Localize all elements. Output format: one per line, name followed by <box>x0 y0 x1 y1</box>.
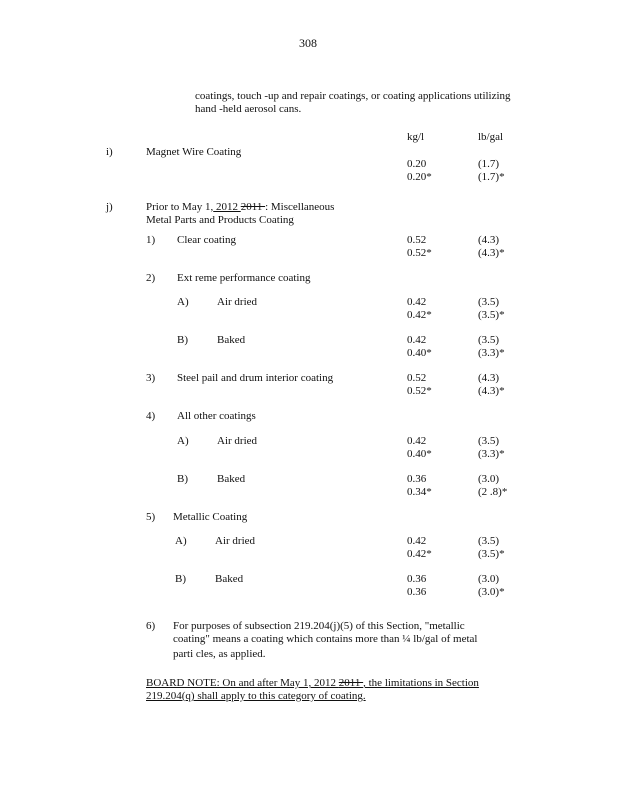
item-4b-kg-2: 0.34* <box>407 486 432 498</box>
item-4a-lb-1: (3.5) <box>478 435 500 447</box>
item-5b-num: B) <box>175 573 186 585</box>
item-4b-num: B) <box>177 473 188 485</box>
item-4-label: All other coatings <box>177 410 256 422</box>
item-5b-lb-1: (3.0) <box>478 573 500 585</box>
item-1-kg-2: 0.52* <box>407 247 432 259</box>
section-j-title-prefix: Prior to May 1, <box>146 201 214 213</box>
board-note-line-2: 219.204(q) shall apply to this category of coating. <box>146 690 366 702</box>
section-i-lb-1: (1.7) <box>478 158 500 170</box>
board-note-prefix: BOARD NOTE: On and after May 1, 2012 <box>146 677 339 689</box>
section-i-kg-2: 0.20* <box>407 171 432 183</box>
item-5b-kg-1: 0.36 <box>407 573 427 585</box>
item-2-num: 2) <box>146 272 156 284</box>
item-2b-lb-1: (3.5) <box>478 334 500 346</box>
item-4b-label: Baked <box>217 473 246 485</box>
section-j-title <box>146 201 334 214</box>
item-5b-lb-2: (3.0)* <box>478 586 505 598</box>
item-1-lb-1: (4.3) <box>478 234 500 246</box>
item-6-line-1: For purposes of subsection 219.204(j)(5) of this Section, "metallic <box>173 620 465 632</box>
item-3-lb-2: (4.3)* <box>478 385 505 397</box>
item-2b-num: B) <box>177 334 188 346</box>
item-1-label: Clear coating <box>177 234 236 246</box>
item-6-line-2: coating" means a coating which contains more than ¼ lb/gal of metal <box>173 633 478 645</box>
item-1-kg-1: 0.52 <box>407 234 427 246</box>
item-4a-lb-2: (3.3)* <box>478 448 505 460</box>
item-4a-kg-1: 0.42 <box>407 435 427 447</box>
board-note-line-1 <box>146 677 479 690</box>
item-2b-label: Baked <box>217 334 246 346</box>
board-note-old-year: 2011 <box>338 677 364 689</box>
section-i-lb-2: (1.7)* <box>478 171 505 183</box>
item-1-num: 1) <box>146 234 156 246</box>
item-3-lb-1: (4.3) <box>478 372 500 384</box>
item-5b-label: Baked <box>215 573 244 585</box>
item-6-line-3: parti cles, as applied. <box>173 648 266 660</box>
item-6-num: 6) <box>146 620 156 632</box>
item-2a-num: A) <box>177 296 189 308</box>
item-5a-lb-2: (3.5)* <box>478 548 505 560</box>
item-3-kg-1: 0.52 <box>407 372 427 384</box>
item-5a-num: A) <box>175 535 187 547</box>
item-3-kg-2: 0.52* <box>407 385 432 397</box>
item-2b-lb-2: (3.3)* <box>478 347 505 359</box>
section-i-label: i) <box>106 146 113 158</box>
item-4a-num: A) <box>177 435 189 447</box>
item-4a-kg-2: 0.40* <box>407 448 432 460</box>
item-1-lb-2: (4.3)* <box>478 247 505 259</box>
item-2a-kg-2: 0.42* <box>407 309 432 321</box>
section-j-title-suffix: : Miscellaneous <box>265 201 335 213</box>
section-j-new-year: 2012 <box>213 201 241 213</box>
item-3-label: Steel pail and drum interior coating <box>177 372 334 384</box>
item-4b-lb-2: (2 .8)* <box>478 486 508 498</box>
item-4a-label: Air dried <box>217 435 258 447</box>
item-2a-label: Air dried <box>217 296 258 308</box>
intro-line-2: hand -held aerosol cans. <box>195 103 302 115</box>
item-5-num: 5) <box>146 511 156 523</box>
section-i-title: Magnet Wire Coating <box>146 146 242 158</box>
page-number: 308 <box>299 36 317 50</box>
item-5a-kg-1: 0.42 <box>407 535 427 547</box>
item-2a-kg-1: 0.42 <box>407 296 427 308</box>
item-2a-lb-2: (3.5)* <box>478 309 505 321</box>
item-5-label: Metallic Coating <box>173 511 248 523</box>
item-3-num: 3) <box>146 372 156 384</box>
item-2b-kg-1: 0.42 <box>407 334 427 346</box>
section-j-title-line-2: Metal Parts and Products Coating <box>146 214 294 226</box>
intro-line-1: coatings, touch -up and repair coatings, or coating applications utilizing <box>195 90 511 102</box>
section-j-old-year: 2011 <box>240 201 266 213</box>
section-i-kg-1: 0.20 <box>407 158 427 170</box>
unit-header-kg: kg/l <box>407 131 425 143</box>
item-2a-lb-1: (3.5) <box>478 296 500 308</box>
item-2b-kg-2: 0.40* <box>407 347 432 359</box>
item-5a-kg-2: 0.42* <box>407 548 432 560</box>
item-5b-kg-2: 0.36 <box>407 586 427 598</box>
board-note-suffix: , the limitations in Section <box>363 677 479 689</box>
unit-header-lb: lb/gal <box>478 131 504 143</box>
section-j-label: j) <box>106 201 113 213</box>
item-4b-kg-1: 0.36 <box>407 473 427 485</box>
item-5a-lb-1: (3.5) <box>478 535 500 547</box>
item-5a-label: Air dried <box>215 535 256 547</box>
item-4-num: 4) <box>146 410 156 422</box>
item-2-label: Ext reme performance coating <box>177 272 311 284</box>
item-4b-lb-1: (3.0) <box>478 473 500 485</box>
